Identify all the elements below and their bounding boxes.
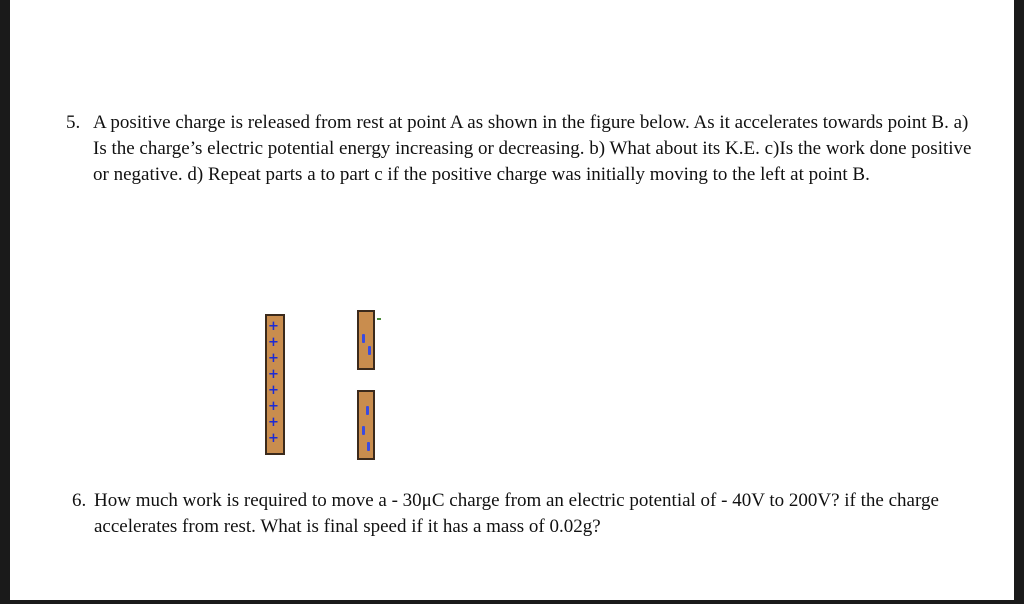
plus-sign: + <box>268 335 279 350</box>
minus-sign <box>366 406 369 415</box>
plus-sign: + <box>268 431 279 446</box>
plus-sign: + <box>268 351 279 366</box>
question-5 <box>66 110 986 188</box>
plus-sign: + <box>268 399 279 414</box>
minus-sign <box>367 442 370 451</box>
plate-marker <box>377 318 381 320</box>
positive-plate <box>265 314 285 455</box>
left-border <box>0 0 10 604</box>
plus-sign: + <box>268 319 279 334</box>
minus-sign <box>362 426 365 435</box>
capacitor-plates-figure <box>250 300 400 470</box>
plus-sign: + <box>268 383 279 398</box>
question-5-text: A positive charge is released from rest at point A as shown in the figure below. As it accelerates towards point B. a) Is the charge’s electric potential energy increasing or decreasing. b) What about its K.E. c)Is the work done positive or negative. d) Repeat parts a to part c if the positive charge was initially moving to the left at point B. <box>93 112 972 185</box>
question-6 <box>72 488 992 540</box>
plus-sign: + <box>268 415 279 430</box>
minus-sign <box>368 346 371 355</box>
question-5-number: 5. <box>66 112 81 133</box>
question-6-number: 6. <box>72 490 87 511</box>
negative-plate-bottom <box>357 390 375 460</box>
question-6-text: How much work is required to move a - 30μC charge from an electric potential of - 40V to 200V? if the charge accelerates from rest. What is final speed if it has a mass of 0.02g? <box>94 490 939 537</box>
plus-sign: + <box>268 367 279 382</box>
minus-sign <box>362 334 365 343</box>
right-border <box>1014 0 1024 604</box>
bottom-border <box>0 600 1024 604</box>
negative-plate-top <box>357 310 375 370</box>
